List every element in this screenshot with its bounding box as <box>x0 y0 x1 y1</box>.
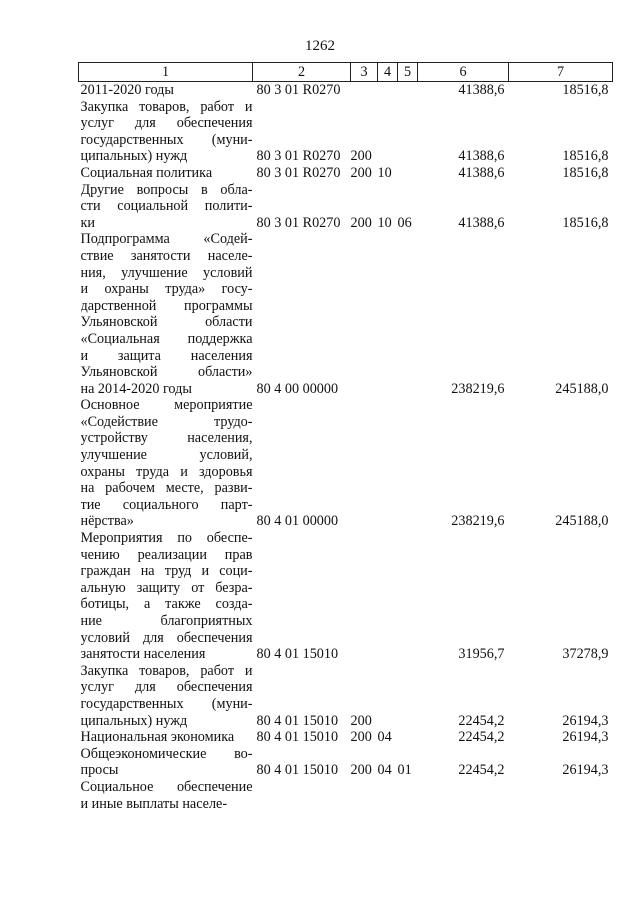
amount-col-7: 18516,8 <box>562 164 609 181</box>
table-row <box>79 663 613 729</box>
amount-col-6: 41388,6 <box>458 148 505 165</box>
row-name-line: Национальная экономика <box>80 729 235 746</box>
expense-type-code: 200 <box>350 762 372 779</box>
row-name-line: ципальных) нужд <box>80 148 188 165</box>
amount-col-7: 18516,8 <box>562 148 609 165</box>
section-code: 10 <box>377 214 392 231</box>
subsection-code <box>398 779 418 812</box>
row-name-line: Закупка товаров, работ и <box>80 662 253 679</box>
row-name <box>79 82 253 99</box>
section-code <box>378 663 398 729</box>
target-article-code: 80 3 01 R0270 <box>256 148 341 165</box>
table-row <box>79 530 613 663</box>
subsection-code: 01 <box>397 762 412 779</box>
row-name-line: ципальных) нужд <box>80 712 188 729</box>
table-row <box>79 729 613 746</box>
target-article-code: 80 4 01 15010 <box>256 646 339 663</box>
expense-type-code <box>351 397 378 530</box>
section-code <box>378 99 398 165</box>
row-name <box>79 530 253 663</box>
target-article-code: 80 4 01 15010 <box>256 762 339 779</box>
row-name-line: и защита населения <box>80 347 253 364</box>
row-name <box>79 99 253 165</box>
amount-col-7: 26194,3 <box>562 762 609 779</box>
section-code <box>378 397 398 530</box>
target-article-code: 80 3 01 R0270 <box>256 214 341 231</box>
target-article-code: 80 4 01 15010 <box>256 712 339 729</box>
amount-col-7: 37278,9 <box>562 646 609 663</box>
row-name-line: услуг для обеспечения <box>80 679 253 696</box>
table-row <box>79 779 613 812</box>
target-article-code: 80 3 01 R0270 <box>256 164 341 181</box>
row-name-line: на 2014-2020 годы <box>80 380 192 397</box>
row-name-line: 2011-2020 годы <box>80 82 174 98</box>
table-row <box>79 746 613 779</box>
row-name-line: нёрства» <box>80 513 134 530</box>
amount-col-7: 18516,8 <box>562 82 609 98</box>
subsection-code <box>398 231 418 397</box>
row-name-line: на рабочем месте, разви- <box>80 480 253 497</box>
table-row <box>79 165 613 182</box>
row-name-line: и охраны труда» госу- <box>80 281 253 298</box>
row-name-line: Ульяновской области <box>80 314 253 331</box>
header-col-5: 5 <box>398 63 418 82</box>
row-name-line: услуг для обеспечения <box>80 115 253 132</box>
subsection-code <box>398 663 418 729</box>
target-article-code: 80 4 01 00000 <box>256 513 339 530</box>
row-name <box>79 729 253 746</box>
row-name-line: ние благоприятных <box>80 613 253 629</box>
table-body <box>79 82 613 813</box>
amount-col-7: 26194,3 <box>562 712 609 729</box>
table-row <box>79 182 613 232</box>
row-name-line: охраны труда и здоровья <box>80 463 253 480</box>
row-name-line: тие социального парт- <box>80 496 253 513</box>
target-article-code: 80 4 01 15010 <box>256 729 339 746</box>
subsection-code <box>398 530 418 663</box>
expense-type-code: 200 <box>350 712 372 729</box>
header-col-1: 1 <box>79 63 253 82</box>
row-name-line: Подпрограмма «Содей- <box>80 231 253 248</box>
expense-type-code <box>351 231 378 397</box>
header-row <box>79 63 613 82</box>
section-code <box>378 530 398 663</box>
row-name-line: улучшение условий, <box>80 447 253 464</box>
row-name-line: Основное мероприятие <box>80 397 253 414</box>
subsection-code <box>398 165 418 182</box>
row-name <box>79 746 253 779</box>
amount-col-7: 18516,8 <box>562 214 609 231</box>
section-code <box>378 231 398 397</box>
row-name-line: государственных (муни- <box>80 695 253 712</box>
target-article-code: 80 4 00 00000 <box>256 380 339 397</box>
subsection-code <box>398 729 418 746</box>
amount-col-6: 41388,6 <box>458 164 505 181</box>
row-name-line: граждан на труд и соци- <box>80 563 253 580</box>
row-name-line: и иные выплаты населе- <box>80 795 228 812</box>
section-code: 04 <box>377 729 392 746</box>
header-col-6: 6 <box>418 63 509 82</box>
amount-col-6: 238219,6 <box>451 513 505 530</box>
amount-col-6: 238219,6 <box>451 380 505 397</box>
header-col-7: 7 <box>509 63 613 82</box>
subsection-code <box>398 99 418 165</box>
subsection-code <box>398 397 418 530</box>
table-row <box>79 99 613 165</box>
expense-type-code <box>351 82 378 99</box>
row-name-line: ки <box>80 214 95 231</box>
row-name-line: условий для обеспечения <box>80 629 253 646</box>
row-name <box>79 779 253 812</box>
row-name-line: государственных (муни- <box>80 131 253 148</box>
row-name-line: «Социальная поддержка <box>80 330 253 347</box>
budget-table-container <box>78 62 612 812</box>
header-col-3: 3 <box>351 63 378 82</box>
section-code <box>378 82 398 99</box>
row-name-line: Мероприятия по обеспе- <box>80 530 253 547</box>
row-name <box>79 663 253 729</box>
row-name-line: чению реализации прав <box>80 546 253 563</box>
page-number: 1262 <box>305 38 335 54</box>
row-name-line: Ульяновской области» <box>80 364 253 381</box>
expense-type-code: 200 <box>350 164 372 181</box>
amount-col-6 <box>418 779 509 812</box>
amount-col-6: 31956,7 <box>458 646 505 663</box>
expense-type-code: 200 <box>350 729 372 746</box>
amount-col-7: 245188,0 <box>555 380 609 397</box>
row-name-line: Закупка товаров, работ и <box>80 98 253 115</box>
row-name-line: Другие вопросы в обла- <box>80 181 253 198</box>
row-name-line: устройству населения, <box>80 430 253 447</box>
row-name-line: ния, улучшение условий <box>80 264 253 281</box>
row-name-line: «Содействие трудо- <box>80 413 253 430</box>
amount-col-6: 22454,2 <box>458 729 505 746</box>
subsection-code <box>398 82 418 99</box>
table-row <box>79 82 613 99</box>
section-code <box>378 779 398 812</box>
row-name-line: сти социальной полити- <box>80 198 253 215</box>
row-name-line: ствие занятости населе- <box>80 247 253 264</box>
row-name-line: занятости населения <box>80 646 206 663</box>
row-name <box>79 397 253 530</box>
budget-table <box>78 62 613 812</box>
row-name-line: ботицы, а также созда- <box>80 596 253 613</box>
expense-type-code: 200 <box>350 214 372 231</box>
row-name-line: Общеэкономические во- <box>80 745 253 762</box>
row-name-line: Социальное обеспечение <box>80 778 253 795</box>
row-name <box>79 165 253 182</box>
amount-col-6: 41388,6 <box>458 214 505 231</box>
row-name <box>79 231 253 397</box>
expense-type-code <box>351 779 378 812</box>
amount-col-7 <box>509 779 613 812</box>
amount-col-7: 26194,3 <box>562 729 609 746</box>
subsection-code: 06 <box>397 214 412 231</box>
amount-col-6: 22454,2 <box>458 712 505 729</box>
row-name-line: дарственной программы <box>80 297 253 314</box>
row-name-line: просы <box>80 762 119 779</box>
table-row <box>79 397 613 530</box>
amount-col-6: 41388,6 <box>458 82 505 98</box>
row-name <box>79 182 253 232</box>
section-code: 10 <box>377 164 392 181</box>
target-article-code <box>253 779 351 812</box>
expense-type-code: 200 <box>350 148 372 165</box>
target-article-code: 80 3 01 R0270 <box>256 82 341 98</box>
amount-col-6: 22454,2 <box>458 762 505 779</box>
table-row <box>79 231 613 397</box>
header-col-4: 4 <box>378 63 398 82</box>
expense-type-code <box>351 530 378 663</box>
row-name-line: альную защиту от безра- <box>80 579 253 596</box>
row-name-line: Социальная политика <box>80 164 213 181</box>
section-code: 04 <box>377 762 392 779</box>
header-col-2: 2 <box>253 63 351 82</box>
amount-col-7: 245188,0 <box>555 513 609 530</box>
